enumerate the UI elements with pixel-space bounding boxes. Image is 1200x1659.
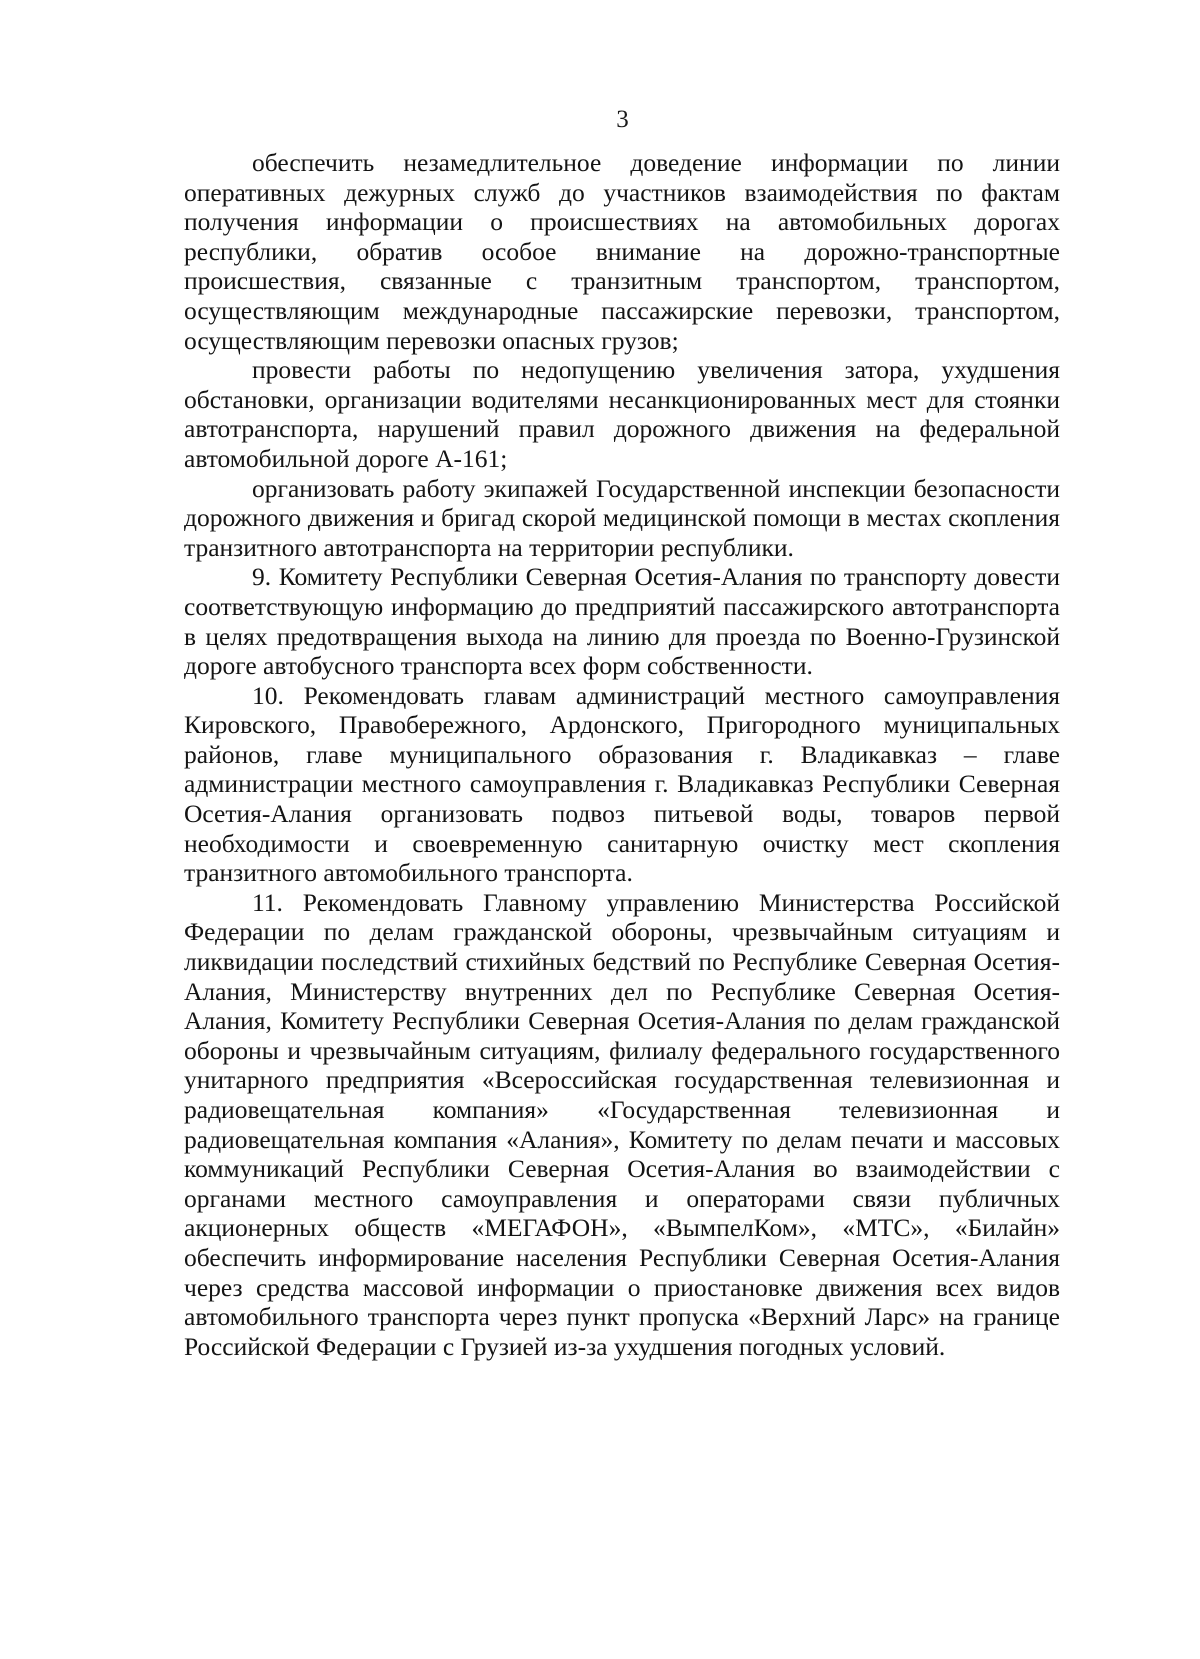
paragraph-organize-crews: организовать работу экипажей Государственной инспекции безопасности дорожного движения и бригад скорой медицинской помощи в местах скопления транзитного автотранспорта на территории республики. — [184, 473, 1060, 562]
paragraph-item-9: 9. Комитету Республики Северная Осетия-Алания по транспорту довести соответствующую информацию до предприятий пассажирского автотранспорта в целях предотвращения выхода на линию для проезда по Военно-Грузинской дороге автобусного транспорта всех форм собственности. — [184, 562, 1060, 681]
paragraph-ensure-info: обеспечить незамедлительное доведение информации по линии оперативных дежурных служб до участников взаимодействия по фактам получения информации о происшествиях на автомобильных дорогах республики, обратив особое внимание на дорожно-транспортные происшествия, связанные с транзитным транспортом, транспортом, осуществляющим международные пассажирские перевозки, транспортом, осуществляющим перевозки опасных грузов; — [184, 148, 1060, 355]
paragraph-prevent-congestion: провести работы по недопущению увеличения затора, ухудшения обстановки, организации водителями несанкционированных мест для стоянки автотранспорта, нарушений правил дорожного движения на федеральной автомобильной дороге А-161; — [184, 355, 1060, 473]
document-body — [184, 148, 1060, 1361]
page-number: 3 — [616, 106, 629, 133]
paragraph-item-11: 11. Рекомендовать Главному управлению Министерства Российской Федерации по делам гражданской обороны, чрезвычайным ситуациям и ликвидации последствий стихийных бедствий по Республике Северная Осетия-Алания, Министерству внутренних дел по Республике Северная Осетия-Алания, Комитету Республики Северная Осетия-Алания по делам гражданской обороны и чрезвычайным ситуациям, филиалу федерального государственного унитарного предприятия «Всероссийская государственная телевизионная и радиовещательная компания» «Государственная телевизионная и радиовещательная компания «Алания», Комитету по делам печати и массовых коммуникаций Республики Северная Осетия-Алания во взаимодействии с органами местного самоуправления и операторами связи публичных акционерных обществ «МЕГАФОН», «ВымпелКом», «МТС», «Билайн» обеспечить информирование населения Республики Северная Осетия-Алания через средства массовой информации о приостановке движения всех видов автомобильного транспорта через пункт пропуска «Верхний Ларс» на границе Российской Федерации с Грузией из-за ухудшения погодных условий. — [184, 887, 1060, 1361]
paragraph-item-10: 10. Рекомендовать главам администраций местного самоуправления Кировского, Правобережного, Ардонского, Пригородного муниципальных районов, главе муниципального образования г. Владикавказ – главе администрации местного самоуправления г. Владикавказ Республики Северная Осетия-Алания организовать подвоз питьевой воды, товаров первой необходимости и своевременную санитарную очистку мест скопления транзитного автомобильного транспорта. — [184, 680, 1060, 888]
